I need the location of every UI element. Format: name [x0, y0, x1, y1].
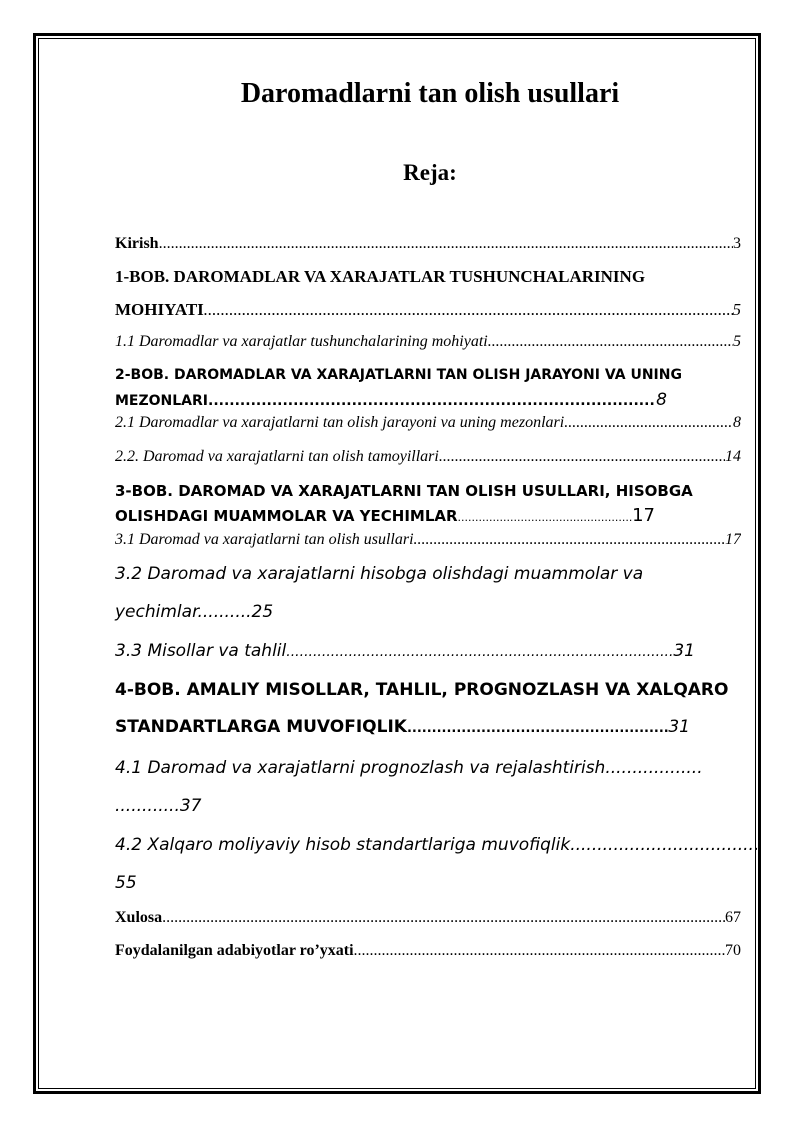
toc-page-number: 5: [733, 333, 741, 350]
toc-entry-4-2-line1: 4.2 Xalqaro moliyaviy hisob standartlariga muvofiqlik...................................: [115, 835, 760, 855]
toc-page-number: 17: [632, 505, 655, 526]
toc-chapter-2-line1: 2-BOB. DAROMADLAR VA XARAJATLARNI TAN OLISH JARAYONI VA UNING: [115, 367, 682, 383]
toc-leader-dots: [564, 414, 733, 432]
toc-leader-dots: [414, 531, 725, 549]
toc-entry-3-3: [115, 641, 695, 661]
toc-leader-dots: [204, 300, 733, 320]
toc-page-number: 8: [656, 390, 667, 410]
toc-leader-dots: [407, 721, 668, 736]
toc-page-number: 8: [733, 414, 741, 431]
toc-label: STANDARTLARGA MUVOFIQLIK: [115, 717, 407, 737]
plan-heading: Reja:: [403, 160, 457, 185]
toc-entry-chapter-1: [115, 300, 741, 320]
toc-page-number: 14: [725, 448, 741, 465]
toc-leader-dots: [208, 393, 656, 409]
toc-entry-4-1-line1: 4.1 Daromad va xarajatlarni prognozlash va rejalashtirish..................: [115, 758, 703, 778]
toc-entry-kirish: [115, 235, 741, 253]
toc-label: 3.1 Daromad va xarajatlarni tan olish usullari: [115, 531, 414, 548]
toc-leader-dots: [488, 333, 733, 351]
toc-leader-dots: [458, 511, 633, 524]
toc-entry-xulosa: [115, 909, 741, 927]
toc-label: 3.3 Misollar va tahlil: [115, 641, 287, 661]
toc-page-number: 17: [725, 531, 741, 548]
toc-label: 1.1 Daromadlar va xarajatlar tushunchalarining mohiyati: [115, 333, 488, 350]
toc-page-number: 31: [668, 717, 690, 737]
document-title: Daromadlarni tan olish usullari: [240, 78, 620, 109]
toc-chapter-3-line1: 3-BOB. DAROMAD VA XARAJATLARNI TAN OLISH USULLARI, HISOBGA: [115, 482, 693, 500]
toc-entry-chapter-2: [115, 390, 667, 410]
toc-entry-2-2: [115, 448, 741, 466]
toc-entry-2-1: [115, 414, 741, 432]
toc-page-number: 31: [673, 641, 695, 661]
toc-entry-chapter-3: [115, 505, 655, 526]
toc-label: 2.1 Daromadlar va xarajatlarni tan olish jarayoni va uning mezonlari: [115, 414, 565, 431]
toc-chapter-4-line1: 4-BOB. AMALIY MISOLLAR, TAHLIL, PROGNOZLASH VA XALQARO: [115, 680, 729, 700]
toc-label: 2.2. Daromad va xarajatlarni tan olish tamoyillari: [115, 448, 439, 465]
toc-leader-dots: [354, 942, 725, 960]
toc-leader-dots: [159, 235, 733, 253]
toc-page-number: 3: [733, 235, 741, 252]
toc-label: Foydalanilgan adabiyotlar ro’yxati: [115, 942, 354, 959]
toc-page-number: 67: [725, 909, 741, 926]
toc-entry-3-1: [115, 531, 741, 549]
toc-label: Kirish: [115, 235, 159, 252]
toc-entry-4-1-line2: ............37: [115, 796, 202, 816]
toc-leader-dots: [162, 909, 725, 927]
toc-entry-chapter-4: [115, 717, 690, 737]
toc-entry-4-2-line2: 55: [115, 873, 137, 893]
toc-label: Xulosa: [115, 909, 163, 926]
toc-leader-dots: [286, 644, 673, 660]
toc-label: MEZONLARI: [115, 393, 209, 409]
toc-label: MOHIYATI: [115, 300, 204, 319]
toc-page-number: 5: [732, 300, 741, 319]
toc-chapter-1-line1: 1-BOB. DAROMADLAR VA XARAJATLAR TUSHUNCHALARINING: [115, 267, 646, 286]
toc-label: OLISHDAGI MUAMMOLAR VA YECHIMLAR: [115, 507, 458, 525]
toc-entry-3-2-line2: yechimlar..........25: [115, 602, 274, 622]
toc-entry-references: [115, 942, 741, 960]
toc-page-number: 70: [725, 942, 741, 959]
toc-entry-3-2-line1: 3.2 Daromad va xarajatlarni hisobga olishdagi muammolar va: [115, 564, 644, 584]
toc-leader-dots: [439, 448, 725, 466]
toc-entry-1-1: [115, 333, 741, 351]
